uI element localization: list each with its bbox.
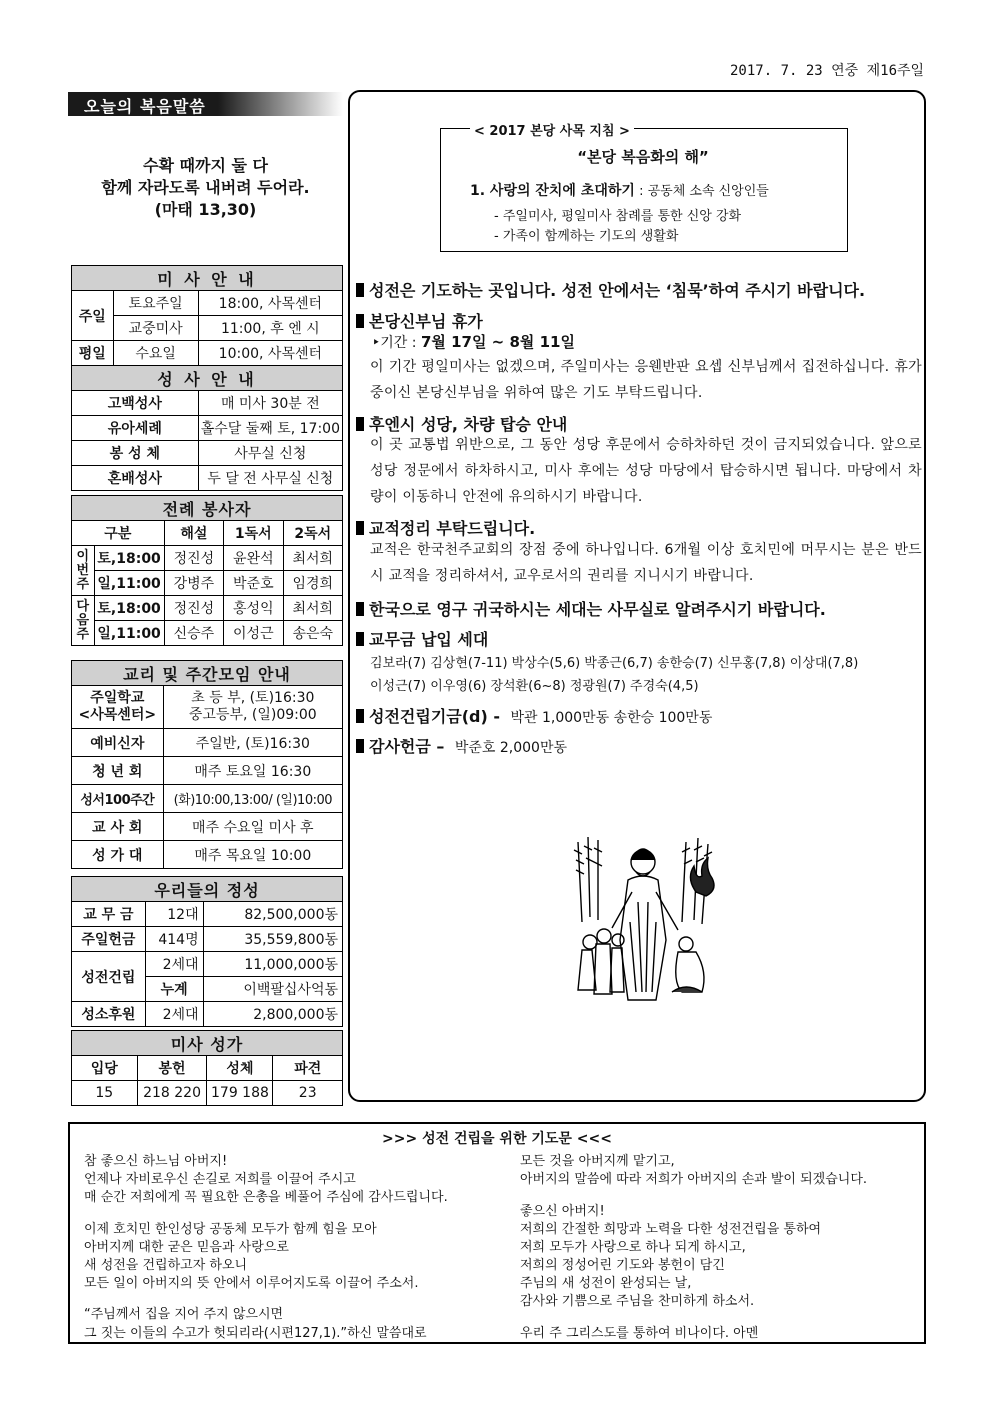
notice-title: 후엔시 성당, 차량 탑승 안내	[356, 412, 567, 435]
gospel-header-label: 오늘의 복음말씀	[84, 97, 206, 116]
prayer-line: 저희의 정성어린 기도와 봉헌이 담긴	[520, 1258, 725, 1273]
notice-title: 교적정리 부탁드립니다.	[356, 516, 535, 539]
meetings-table: 교리 및 주간모임 안내 주일학교 <사목센터> 초 등 부, (토)16:30 중고등부, (일)09:00 예비신자 주일반, (토)16:30 청 년 회 매주 토요일 16:30 성서100주간 (화)10:00,13:00/ (일)10:00 교 사 회 매주 수요일 미사 후 성 가 대 매주 목요일 10:00	[71, 660, 343, 869]
bulletin-date: 2017. 7. 23 연중 제16주일	[730, 63, 925, 79]
prayer-line: 아버지께 대한 굳은 믿음과 사랑으로	[84, 1240, 289, 1255]
notice-title: 성전은 기도하는 곳입니다. 성전 안에서는 ‘침묵’하여 주시기 바랍니다.	[356, 278, 865, 301]
offerings-title: 우리들의 정성	[72, 877, 343, 902]
prayer-line: 감사와 기쁨으로 주님을 찬미하게 하소서.	[520, 1294, 755, 1309]
vacation-period: ‣기간 : 7월 17일 ~ 8월 11일	[372, 333, 575, 351]
hymns-title: 미사 성가	[72, 1031, 343, 1056]
prayer-line: 이제 호치민 한인성당 공동체 모두가 함께 힘을 모아	[84, 1222, 377, 1237]
prayer-line: 참 좋으신 하느님 아버지!	[84, 1154, 228, 1169]
notice-body: 이 기간 평일미사는 없겠으며, 주일미사는 응웬반판 요셉 신부님께서 집전하십니다. 휴가 중이신 본당신부님을 위하여 많은 기도 부탁드립니다.	[370, 359, 922, 401]
prayer-title: >>> 성전 건립을 위한 기도문 <<<	[382, 1131, 612, 1147]
notice-body: 이 곳 교통법 위반으로, 그 동안 성당 후문에서 승하차하던 것이 금지되었습니다. 앞으로 성당 정문에서 하차하시고, 미사 후에는 성당 마당에서 탑승하시면 됩니다. 마당에서 차량이 이동하니 안전에 유의하시기 바랍니다.	[370, 437, 922, 505]
notice-body: 교적은 한국천주교회의 장점 중에 하나입니다. 6개월 이상 호치민에 머무시는 분은 반드시 교적을 정리하셔서, 교우로서의 권리를 지니시기 바랍니다.	[370, 542, 922, 584]
prayer-line: 모든 일이 아버지의 뜻 안에서 이루어지도록 이끌어 주소서.	[84, 1276, 419, 1291]
prayer-line: 주님의 새 성전이 완성되는 날,	[520, 1276, 692, 1291]
prayer-line: 그 짓는 이들의 수고가 헛되리라(시편127,1).”하신 말씀대로	[84, 1326, 427, 1341]
notice-title: 한국으로 영구 귀국하시는 세대는 사무실로 알려주시기 바랍니다.	[356, 597, 826, 620]
tithe-list-line: 김보라(7) 김상현(7-11) 박상수(5,6) 박종근(6,7) 송한승(7) 신무홍(7,8) 이상대(7,8)	[370, 656, 859, 671]
notice-title: 교무금 납입 세대	[356, 627, 488, 650]
pastoral-guide-bullet: - 주일미사, 평일미사 참례를 통한 신앙 강화	[494, 209, 742, 224]
pastoral-guide-bullet: - 가족이 함께하는 기도의 생활화	[494, 229, 679, 244]
offerings-table: 우리들의 정성 교 무 금 12대 82,500,000동 주일헌금 414명 35,559,800동 성전건립 2세대 11,000,000동 누계 이백팔십사억동 성소후원 2세대 2,800,000동	[71, 876, 343, 1027]
prayer-line: 저희의 간절한 희망과 노력을 다한 성전건립을 통하여	[520, 1222, 822, 1237]
thanks-offering-notice: 감사헌금 – 박준호 2,000만동	[356, 734, 567, 757]
tithe-list-line: 이성근(7) 이우영(6) 장석환(6~8) 정광원(7) 주경숙(4,5)	[370, 679, 699, 694]
sacraments-title: 성 사 안 내	[72, 366, 343, 391]
pastoral-guide-item: 1. 사랑의 잔치에 초대하기 : 공동체 소속 신앙인들	[470, 183, 769, 199]
prayer-line: 매 순간 저희에게 꼭 필요한 은총을 베풀어 주심에 감사드립니다.	[84, 1190, 448, 1205]
pastoral-guide-title: < 2017 본당 사목 지침 >	[470, 120, 634, 139]
mass-table: 미 사 안 내 주일 토요주일 18:00, 사목센터 교중미사 11:00, 후 엔 시 평일 수요일 10:00, 사목센터 성 사 안 내 고백성사 매 미사 30분 전 유아세례 홀수달 둘째 토, 17:00 봉 성 체 사무실 신청 혼배성사 두 달 전 사무실 신청	[71, 265, 343, 491]
gospel-verse: 수확 때까지 둘 다 함께 자라도록 내버려 두어라. (마태 13,30)	[101, 156, 310, 219]
jesus-wheat-illustration	[568, 832, 718, 1014]
prayer-line: 모든 것을 아버지께 맡기고,	[520, 1154, 675, 1169]
prayer-line: 언제나 자비로우신 손길로 저희를 이끌어 주시고	[84, 1172, 356, 1187]
gospel-header	[68, 92, 343, 116]
liturgy-title: 전례 봉사자	[72, 496, 343, 521]
prayer-line: “주님께서 집을 지어 주지 않으시면	[84, 1307, 284, 1322]
prayer-line: 저희 모두가 사랑으로 하나 되게 하시고,	[520, 1240, 746, 1255]
liturgy-table: 전례 봉사자 구분 해설 1독서 2독서 이번주 토,18:00 정진성 윤완석 최서희 일,11:00 강병주 박준호 임경희 다음주 토,18:00 정진성 홍성익 최서희 일,11:00 신승주 이성근 송은숙	[71, 495, 343, 646]
prayer-line: 아버지의 말씀에 따라 저희가 아버지의 손과 발이 되겠습니다.	[520, 1172, 868, 1187]
notice-title: 본당신부님 휴가	[356, 309, 483, 332]
building-fund-notice: 성전건립기금(d) - 박관 1,000만동 송한승 100만동	[356, 704, 712, 727]
pastoral-guide-motto: “본당 복음화의 해”	[577, 148, 709, 166]
prayer-line: 우리 주 그리스도를 통하여 비나이다. 아멘	[520, 1326, 759, 1341]
mass-title: 미 사 안 내	[72, 266, 343, 291]
meetings-title: 교리 및 주간모임 안내	[72, 661, 343, 686]
prayer-line: 새 성전을 건립하고자 하오니	[84, 1258, 248, 1273]
hymns-table: 미사 성가 입당 봉헌 성체 파견 15 218 220 179 188 23	[71, 1030, 343, 1106]
prayer-line: 좋으신 아버지!	[520, 1204, 605, 1219]
